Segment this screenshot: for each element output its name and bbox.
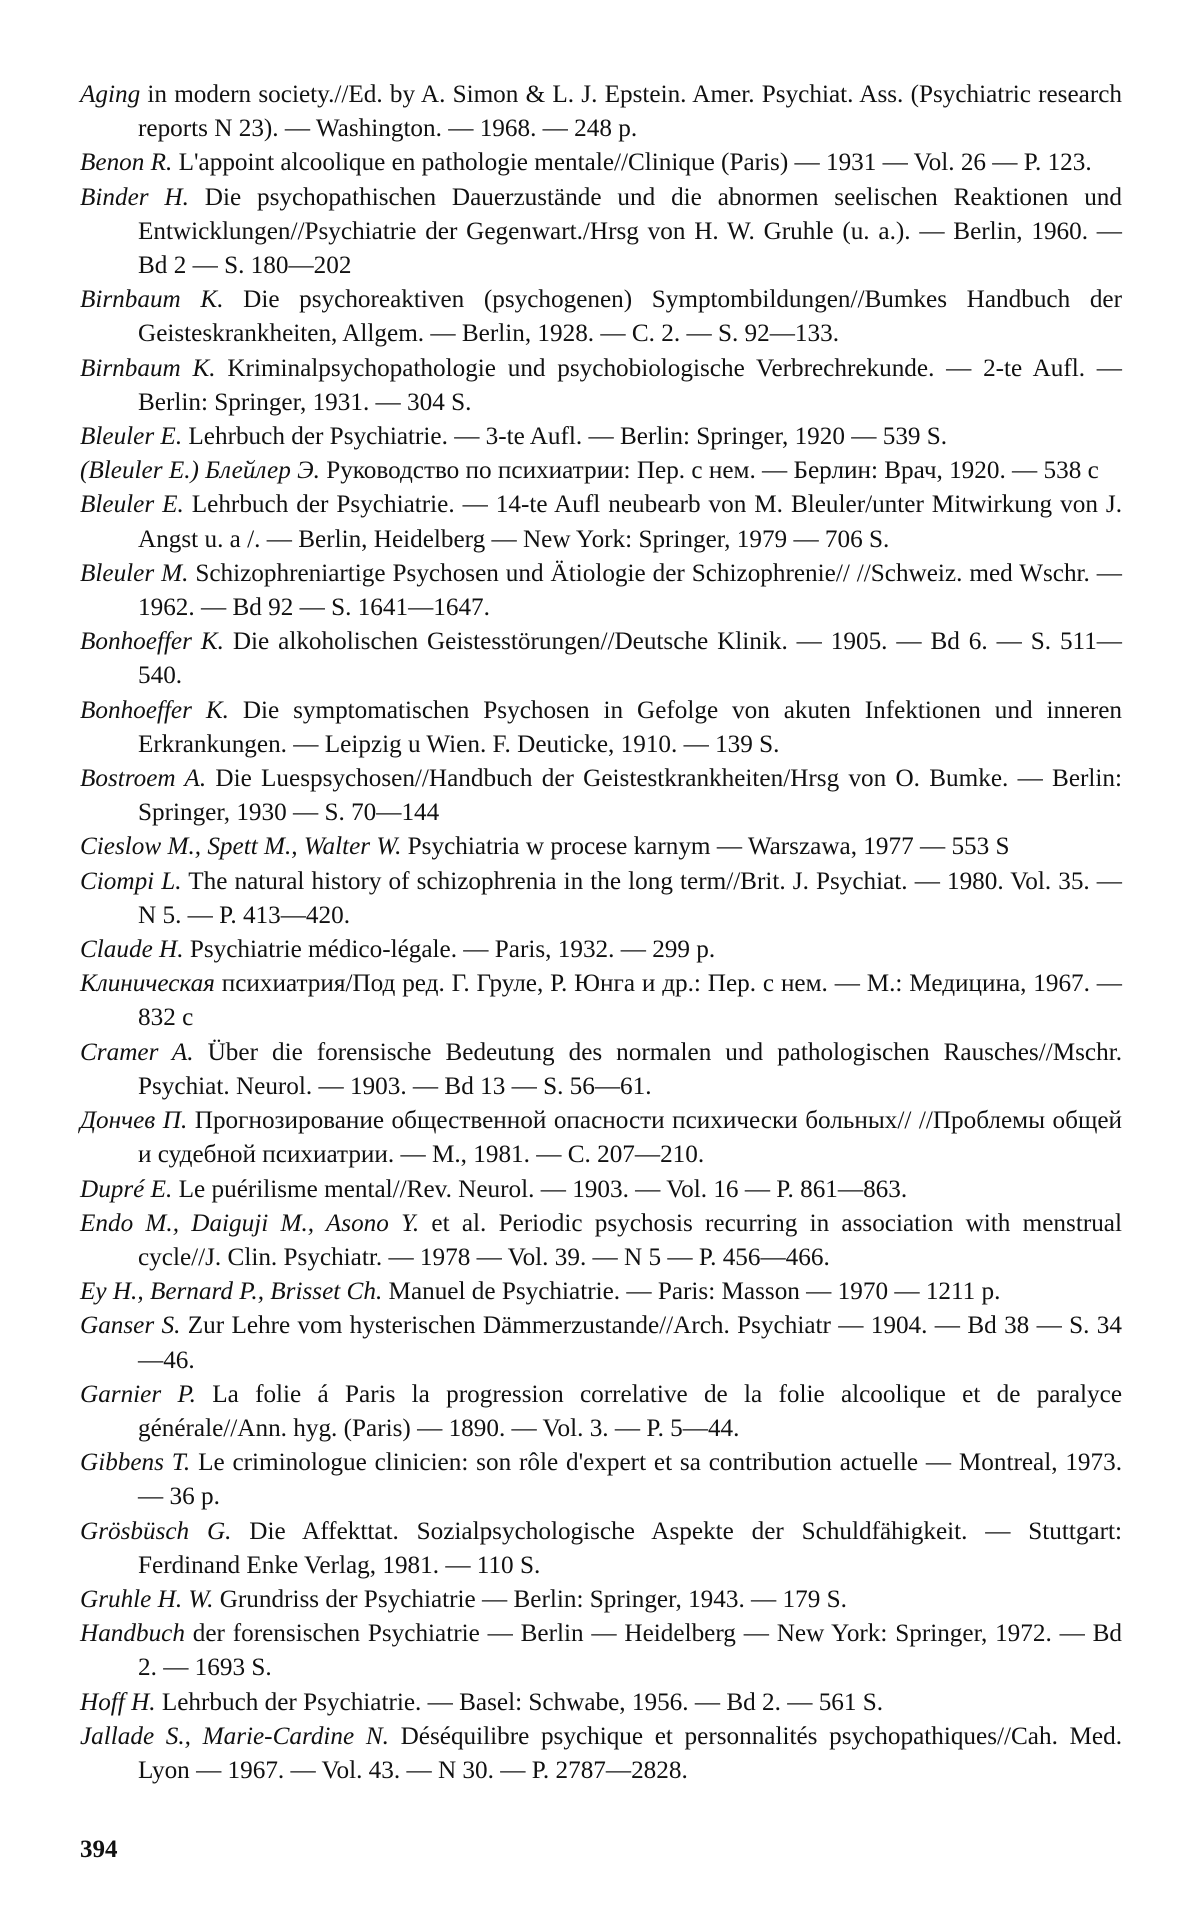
entry-text: der forensischen Psychiatrie — Berlin — Heidelberg — New York: Springer, 1972. — Bd 2. — 1693 S. bbox=[138, 1620, 1122, 1682]
entry-author: Ey H., Bernard P., Brisset Ch. bbox=[80, 1278, 383, 1306]
entry-text: Руководство по психиатрии: Пер. с нем. — Берлин: Врач, 1920. — 538 с bbox=[319, 457, 1099, 485]
entry-author: Gruhle H. W. bbox=[80, 1585, 214, 1613]
bibliography-entry bbox=[80, 694, 1122, 762]
bibliography-entry bbox=[80, 1173, 1122, 1207]
entry-text: Kriminalpsychopathologie und psychobiologische Verbrechrekunde. — 2-te Aufl. — Berlin: Springer, 1931. — 304 S. bbox=[138, 354, 1122, 416]
bibliography-entry bbox=[80, 1446, 1122, 1514]
entry-text: Schizophreniartige Psychosen und Ätiologie der Schizophrenie// //Schweiz. med Wschr. — 1962. — Bd 92 — S. 1641—1647. bbox=[138, 559, 1122, 622]
bibliography-entry bbox=[80, 967, 1122, 1035]
bibliography-entry bbox=[80, 181, 1122, 284]
bibliography-entry bbox=[80, 830, 1122, 864]
entry-text: Grundriss der Psychiatrie — Berlin: Springer, 1943. — 179 S. bbox=[213, 1585, 847, 1613]
bibliography-entry bbox=[80, 1617, 1122, 1685]
entry-text: психиатрия/Под ред. Г. Груле, Р. Юнга и др.: Пер. с нем. — М.: Медицина, 1967. — 832 с bbox=[138, 970, 1122, 1032]
bibliography-entry bbox=[80, 933, 1122, 967]
entry-text: La folie á Paris la progression correlative de la folie alcoolique et de paralyce générale//Ann. hyg. (Paris) — 1890. — Vol. 3. — P. 5—44. bbox=[138, 1380, 1122, 1442]
bibliography-entry bbox=[80, 78, 1122, 146]
bibliography bbox=[80, 78, 1122, 1788]
entry-author: Grösbüsch G. bbox=[80, 1517, 232, 1545]
entry-author: Ciompi L. bbox=[80, 867, 182, 895]
entry-author: Bleuler E. bbox=[80, 423, 183, 451]
entry-author: Gibbens T. bbox=[80, 1449, 191, 1477]
entry-text: Die alkoholischen Geistesstörungen//Deutsche Klinik. — 1905. — Bd 6. — S. 511—540. bbox=[138, 628, 1122, 690]
entry-text: Zur Lehre vom hysterischen Dämmerzustande//Arch. Psychiatr — 1904. — Bd 38 — S. 34—46. bbox=[138, 1312, 1122, 1374]
entry-text: Die psychoreaktiven (psychogenen) Symptombildungen//Bumkes Handbuch der Geisteskrankheiten, Allgem. — Berlin, 1928. — C. 2. — S. 92—133. bbox=[138, 286, 1122, 348]
entry-text: Le criminologue clinicien: son rôle d'expert et sa contribution actuelle — Montreal, 1973. — 36 p. bbox=[138, 1449, 1123, 1511]
entry-author: Endo M., Daiguji M., Asono Y. bbox=[80, 1209, 420, 1237]
entry-author: Cramer A. bbox=[80, 1038, 194, 1066]
entry-author: Клиническая bbox=[80, 970, 215, 998]
entry-author: Bleuler E. bbox=[80, 491, 184, 519]
entry-author: Binder H. bbox=[80, 183, 189, 211]
bibliography-entry bbox=[80, 420, 1122, 454]
entry-text: Прогнозирование общественной опасности психически больных// //Проблемы общей и судебной психиатрии. — М., 1981. — С. 207—210. bbox=[138, 1107, 1122, 1169]
entry-author: Дончев П. bbox=[80, 1107, 188, 1135]
entry-text: Le puérilisme mental//Rev. Neurol. — 1903. — Vol. 16 — P. 861—863. bbox=[172, 1175, 908, 1203]
entry-text: Manuel de Psychiatrie. — Paris: Masson — 1970 — 1211 p. bbox=[382, 1278, 1001, 1306]
bibliography-entry bbox=[80, 488, 1122, 556]
entry-author: Birnbaum K. bbox=[80, 286, 224, 314]
entry-text: Über die forensische Bedeutung des normalen und pathologischen Rausches//Mschr. Psychiat. Neurol. — 1903. — Bd 13 — S. 56—61. bbox=[138, 1038, 1122, 1100]
bibliography-entry bbox=[80, 1275, 1122, 1309]
entry-text: L'appoint alcoolique en pathologie mentale//Clinique (Paris) — 1931 — Vol. 26 — P. 123. bbox=[172, 149, 1092, 177]
entry-text: Lehrbuch der Psychiatrie. — 14-te Aufl neubearb von M. Bleuler/unter Mitwirkung von J. Angst u. a /. — Berlin, Heidelberg — New York: Springer, 1979 — 706 S. bbox=[138, 491, 1122, 553]
entry-text: Die Luespsychosen//Handbuch der Geistestkrankheiten/Hrsg von O. Bumke. — Berlin: Springer, 1930 — S. 70—144 bbox=[138, 765, 1123, 827]
entry-author: Bleuler M. bbox=[80, 559, 189, 587]
entry-author: Hoff H. bbox=[80, 1688, 156, 1716]
entry-text: in modern society.//Ed. by A. Simon & L. J. Epstein. Amer. Psychiat. Ass. (Psychiatric research reports N 23). — Washington. — 1968. — 248 p. bbox=[138, 81, 1122, 143]
bibliography-entry bbox=[80, 454, 1122, 488]
bibliography-entry bbox=[80, 1686, 1122, 1720]
bibliography-entry bbox=[80, 1583, 1122, 1617]
entry-author: Bonhoeffer K. bbox=[80, 696, 229, 724]
entry-author: Handbuch bbox=[80, 1620, 185, 1648]
bibliography-entry bbox=[80, 283, 1122, 351]
entry-text: Psychiatrie médico-légale. — Paris, 1932. — 299 p. bbox=[183, 936, 716, 964]
entry-author: Bostroem A. bbox=[80, 765, 207, 793]
entry-author: Birnbaum K. bbox=[80, 354, 216, 382]
entry-author: Bonhoeffer K. bbox=[80, 628, 224, 656]
bibliography-entry bbox=[80, 865, 1122, 933]
bibliography-entry bbox=[80, 146, 1122, 180]
entry-text: Die Affekttat. Sozialpsychologische Aspekte der Schuldfähigkeit. — Stuttgart: Ferdinand Enke Verlag, 1981. — 110 S. bbox=[138, 1517, 1122, 1579]
entry-author: Benon R. bbox=[80, 149, 173, 177]
page-number: 394 bbox=[80, 1836, 118, 1863]
entry-author: Claude H. bbox=[80, 936, 184, 964]
bibliography-entry bbox=[80, 1104, 1122, 1172]
bibliography-entry bbox=[80, 762, 1122, 830]
bibliography-entry bbox=[80, 625, 1122, 693]
entry-author: Garnier P. bbox=[80, 1380, 196, 1408]
bibliography-entry bbox=[80, 557, 1122, 625]
entry-author: Jallade S., Marie-Cardine N. bbox=[80, 1722, 389, 1750]
entry-text: Déséquilibre psychique et personnalités psychopathiques//Cah. Med. Lyon — 1967. — Vol. 43. — N 30. — P. 2787—2828. bbox=[138, 1722, 1122, 1784]
entry-text: et al. Periodic psychosis recurring in association with menstrual cycle//J. Clin. Psychiatr. — 1978 — Vol. 39. — N 5 — P. 456—466. bbox=[138, 1209, 1122, 1271]
bibliography-entry bbox=[80, 352, 1122, 420]
bibliography-entry bbox=[80, 1036, 1122, 1104]
entry-text: Psychiatria w procese karnym — Warszawa, 1977 — 553 S bbox=[401, 833, 1010, 861]
entry-text: Die psychopathischen Dauerzustände und die abnormen seelischen Reaktionen und Entwicklungen//Psychiatrie der Gegenwart./Hrsg von H. W. Gruhle (u. a.). — Berlin, 1960. — Bd 2 — S. 180—202 bbox=[138, 183, 1122, 280]
entry-author: Aging bbox=[80, 81, 141, 108]
bibliography-entry bbox=[80, 1720, 1122, 1788]
entry-text: Die symptomatischen Psychosen in Gefolge von akuten Infektionen und inneren Erkrankungen. — Leipzig u Wien. F. Deuticke, 1910. — 139 S. bbox=[138, 696, 1122, 758]
bibliography-entry bbox=[80, 1309, 1122, 1377]
entry-author: (Bleuler E.) Блейлер Э. bbox=[80, 457, 320, 485]
entry-author: Cieslow M., Spett M., Walter W. bbox=[80, 833, 402, 861]
bibliography-entry bbox=[80, 1515, 1122, 1583]
entry-author: Dupré E. bbox=[80, 1175, 173, 1203]
bibliography-entry bbox=[80, 1207, 1122, 1275]
entry-author: Ganser S. bbox=[80, 1312, 181, 1340]
entry-text: Lehrbuch der Psychiatrie. — Basel: Schwabe, 1956. — Bd 2. — 561 S. bbox=[155, 1688, 884, 1716]
entry-text: Lehrbuch der Psychiatrie. — 3-te Aufl. — Berlin: Springer, 1920 — 539 S. bbox=[182, 423, 948, 451]
bibliography-entry bbox=[80, 1378, 1122, 1446]
entry-text: The natural history of schizophrenia in the long term//Brit. J. Psychiat. — 1980. Vol. 35. — N 5. — P. 413—420. bbox=[138, 867, 1122, 929]
